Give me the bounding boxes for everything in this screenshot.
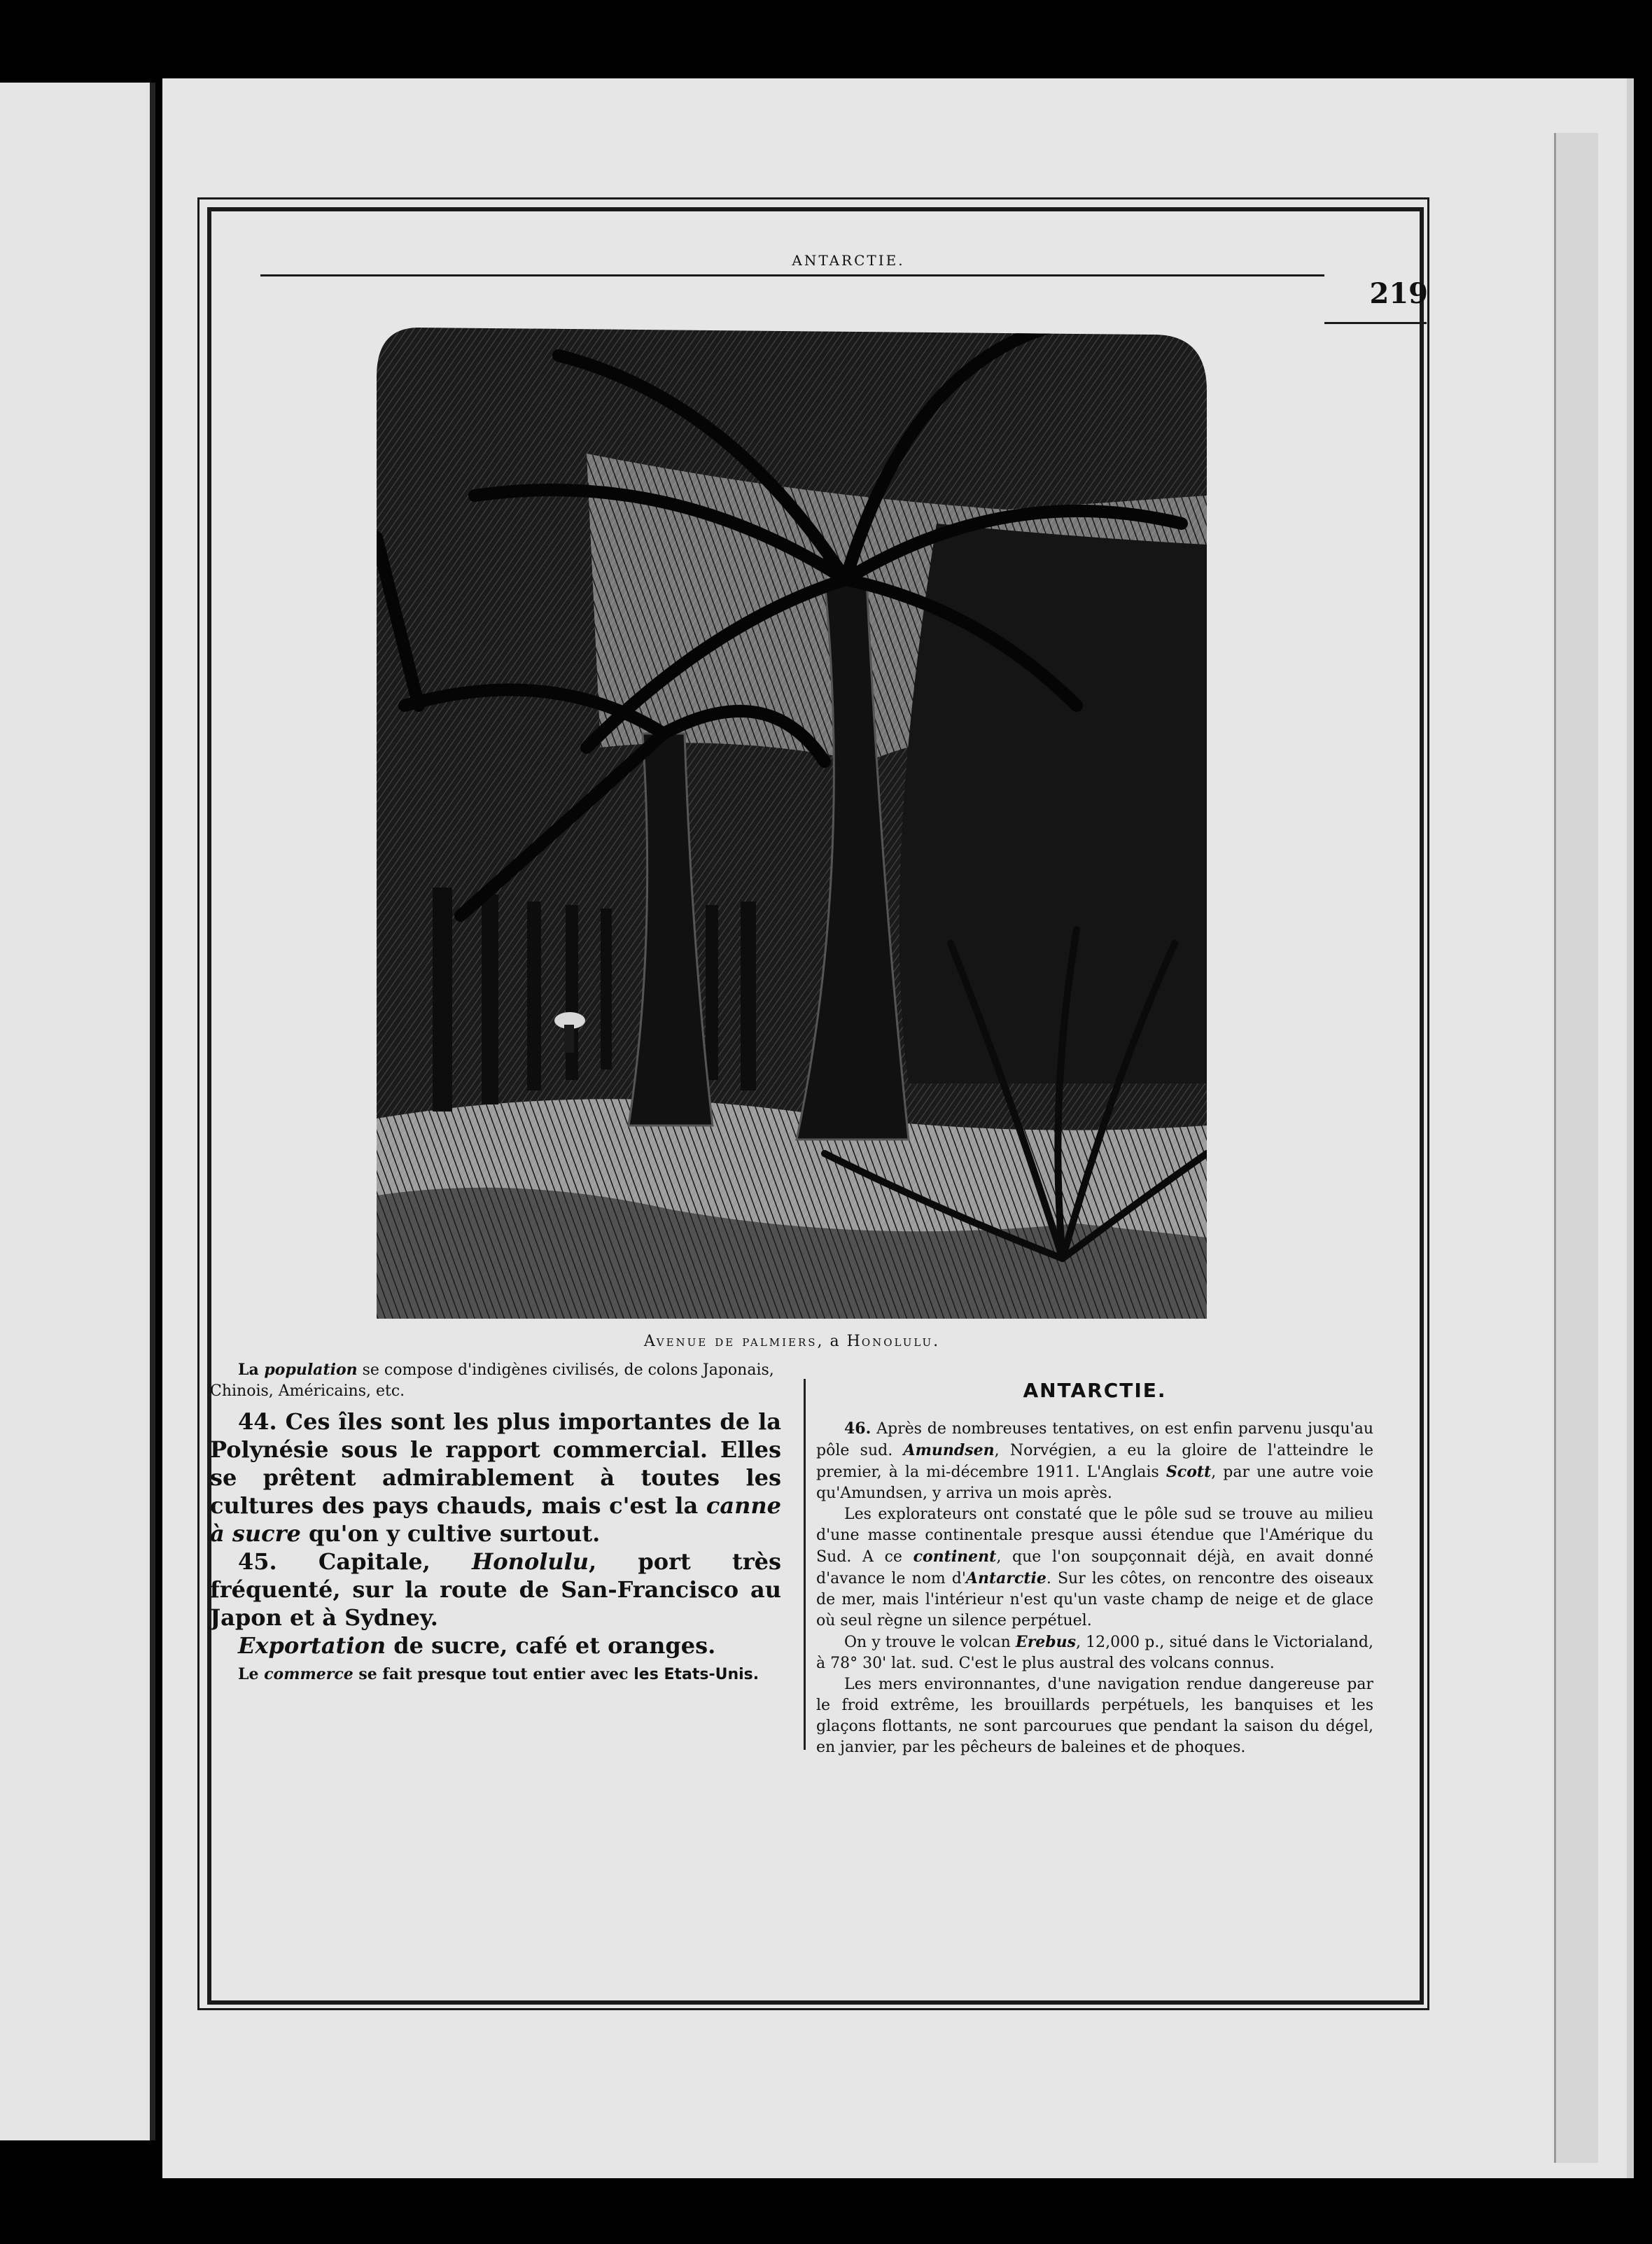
paragraph-45 [210, 1548, 781, 1632]
caption-separator: , a [817, 1333, 847, 1350]
volcano-paragraph [816, 1632, 1373, 1674]
scott-emphasis: Scott [1166, 1463, 1212, 1481]
explorers-text-a: Les explorateurs ont constaté que le pôle sud se trouve au milieu d'une masse continentale presque aussi étendue que l'Amérique du Sud. A ce [816, 1506, 1373, 1566]
paragraph-44-number: 44. [238, 1408, 277, 1435]
population-paragraph [210, 1359, 781, 1402]
palm-avenue-engraving [377, 314, 1207, 1319]
caption-text: venue de palmiers [656, 1333, 818, 1350]
paragraph-45-text-a: Capitale, [276, 1548, 472, 1575]
section-title: ANTARCTIE. [1023, 1379, 1167, 1402]
caption-place-initial: H [846, 1333, 862, 1350]
paragraph-44-end: qu'on y cultive surtout. [300, 1520, 601, 1547]
p1-lead: La [238, 1361, 265, 1379]
paragraph-46-text-b: , Norvégien, a eu la gloire de l'atteindre le premier, à la mi-décembre 1911. L'Anglais [816, 1442, 1374, 1481]
commerce-end: les Etats-Unis. [634, 1666, 760, 1683]
right-column [816, 1380, 1373, 1758]
paragraph-46 [816, 1418, 1373, 1504]
caption-end: . [933, 1333, 940, 1350]
export-text: de sucre, café et oranges. [386, 1632, 716, 1659]
paragraph-44-emphasis: canne à sucre [210, 1492, 781, 1547]
volcano-text-a: On y trouve le volcan [844, 1634, 1016, 1651]
volcano-text-b: , 12,000 p., situé dans le Victorialand, à 78° 30' lat. sud. C'est le plus austral des volcans connus. [816, 1634, 1373, 1672]
explorers-paragraph [816, 1504, 1373, 1632]
previous-page-edge [0, 83, 155, 2140]
commerce-lead: Le [238, 1665, 265, 1683]
paragraph-45-number: 45. [238, 1548, 277, 1575]
commerce-paragraph [210, 1664, 781, 1685]
paragraph-46-text-a: Après de nombreuses tentatives, on est enfin parvenu jusqu'au pôle sud. [816, 1420, 1373, 1459]
column-divider [804, 1379, 806, 1750]
continent-emphasis: continent [913, 1548, 997, 1566]
amundsen-emphasis: Amundsen [903, 1441, 995, 1459]
p1-text: se compose d'indigènes civilisés, de colons Japonais, Chinois, Américains, etc. [210, 1361, 774, 1400]
page-number: 219 [1369, 277, 1428, 310]
erebus-emphasis: Erebus [1015, 1633, 1077, 1651]
caption-initial: A [643, 1333, 657, 1350]
export-emphasis: Exportation [238, 1632, 386, 1659]
caption-place: onolulu [861, 1333, 934, 1350]
header-rule-right [1324, 322, 1427, 324]
paragraph-45-emphasis: Honolulu [472, 1548, 589, 1575]
paragraph-44 [210, 1408, 781, 1548]
commerce-text: se fait presque tout entier avec [353, 1665, 634, 1683]
paragraph-44-text: Ces îles sont les plus importantes de la Polynésie sous le rapport commercial. Elles se prêtent admirablement à toutes les cultures des pays chauds, mais c'est la [210, 1408, 781, 1519]
header-rule [260, 274, 1324, 276]
explorers-text-b: , que l'on soupçonnait déjà, en avait donné d'avance le nom d' [816, 1548, 1373, 1587]
running-head: ANTARCTIE. [792, 252, 905, 269]
explorers-text-c: . Sur les côtes, on rencontre des oiseaux de mer, mais l'intérieur n'est qu'un vaste champ de neige et de glace où seul règne un silence perpétuel. [816, 1570, 1373, 1629]
antarctie-emphasis: Antarctie [965, 1569, 1046, 1587]
paragraph-45-text-b: , port très fréquenté, sur la route de San-Francisco au Japon et à Sydney. [210, 1548, 781, 1631]
p1-emphasis: population [264, 1361, 358, 1379]
commerce-emphasis: commerce [264, 1665, 354, 1683]
export-paragraph [210, 1632, 781, 1660]
illustration-caption [377, 1333, 1207, 1350]
paragraph-46-number: 46. [844, 1419, 872, 1438]
seas-paragraph: Les mers environnantes, d'une navigation rendue dangereuse par le froid extrême, les brouillards perpétuels, les banquises et les glaçons flottants, ne sont parcourues que pendant la saison du dégel, en janvier, par les pêcheurs de baleines et de phoques. [816, 1676, 1373, 1756]
paragraph-46-text-c: , par une autre voie qu'Amundsen, y arriva un mois après. [816, 1464, 1373, 1502]
left-column [210, 1359, 781, 1685]
page-edge-shadow [1554, 133, 1598, 2163]
